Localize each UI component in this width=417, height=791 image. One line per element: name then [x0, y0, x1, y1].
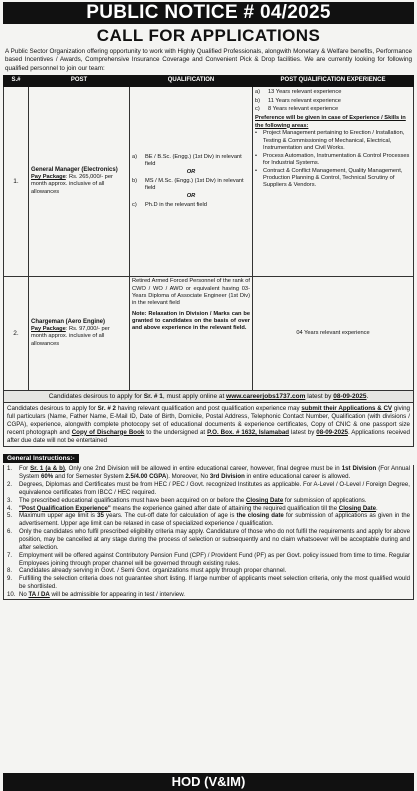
post-title: General Manager (Electronics)	[31, 166, 118, 173]
experience-b: b) 11 Years relevant experience	[255, 97, 341, 104]
qualification-c: c) Ph.D in the relevant field	[132, 201, 207, 208]
online-apply-note: Candidates desirous to apply for Sr. # 1, must apply online at www.careerjobs1737.com latest by 08-09-2025.	[3, 391, 414, 403]
instruction-item: 3. The prescribed educational qualifications must have been acquired on or before the Closing Date for submission of applications.	[7, 496, 367, 504]
instruction-item: 7. Employment will be offered against Contributory Pension Fund (CPF) / Provident Fund (PF) as per Govt. policy issued from time to time. Regular Employees joining through proper channel will be governed through existing rules.	[7, 551, 410, 567]
bullet-icon: •	[255, 130, 257, 137]
posts-table-header	[4, 75, 414, 86]
row-sn: 2.	[4, 276, 29, 390]
careerjobs-link[interactable]: www.careerjobs1737.com	[226, 392, 306, 400]
table-row	[4, 86, 414, 276]
pay-package: Pay Package: Rs. 265,000/- per month approx. inclusive of all allowances	[31, 174, 113, 195]
qualification-b: b) MS / M.Sc. (Engg.) (1st Div) in relevant field	[132, 177, 244, 192]
instruction-item: 6. Only the candidates who fulfil prescribed eligibility criteria may apply. Candidature of those who do not fulfil the requirements and apply for above position, may be cancelled at any stage during the process of selection or subsequently and no claim whatsoever will be acceptable during and after selection.	[7, 528, 410, 551]
instruction-item: 1. For Sr. 1 (a & b), Only one 2nd Division will be allowed in entire educational career, however, final degree must be in 1st Division (For Annual System 60% and for Semester System 2.5/4.00 CGPA). Moreover, No 3rd Division in entire educational career is allowed.	[7, 465, 411, 481]
qualification-a: a) BE / B.Sc. (Engg.) (1st Div) in relevant field	[132, 153, 242, 168]
experience-c: c) 8 Years relevant experience	[255, 105, 339, 112]
experience-cell	[253, 276, 414, 390]
bullet-icon: •	[255, 167, 257, 174]
header-post: POST	[29, 75, 130, 86]
preference-item: • Project Management pertaining to Erection / Installation, Testing & Commissioning of Mechanical, Electrical, Instrumentation and Civil Works.	[255, 130, 405, 151]
instruction-item: 10. No TA / DA will be admissible for appearing in test / interview.	[7, 590, 185, 598]
qualification-cell	[130, 276, 253, 390]
preference-heading: Preference will be given in case of Experience / Skills in the following areas:	[255, 115, 406, 129]
notice-banner: PUBLIC NOTICE # 04/2025	[3, 2, 414, 24]
call-for-applications-title: CALL FOR APPLICATIONS	[96, 26, 321, 45]
instruction-item: 9. Fulfilling the selection criteria does not guarantee short listing. If large number of applicants meet selection criteria, only the most qualified would be shortlisted.	[7, 575, 410, 591]
experience-text: 04 Years relevant experience	[296, 329, 370, 336]
instruction-item: 2. Degrees, Diplomas and Certificates must be from HEC / PEC / Govt. recognized Institutes as applicable. For A-Level / O-Level / Foreign Degree, equivalence certificates from IBCC / HEC required.	[7, 481, 410, 496]
posts-table	[3, 75, 414, 391]
row-sn: 1.	[4, 86, 29, 276]
instruction-item: 4. "Post Qualification Experience" means the experience gained after date of attaining the required qualification till the Closing Date.	[7, 504, 378, 512]
instruction-item: 5. Maximum upper age limit is 35 years. The cut-off date for calculation of age is the closing date for submission of applications as given in the advertisement. Upper age limit can be relaxed in case of specialized experience / qualification.	[7, 512, 411, 528]
preference-item: • Contract & Conflict Management, Quality Management, Production Planning & Control, Technical Scrutiny of Suppliers & Vendors.	[255, 167, 403, 189]
header-qualification: QUALIFICATION	[130, 75, 253, 86]
qualification-text: Retired Armed Forced Personnel of the rank of CWO / WO / AWO or equivalent having 03-Years Diploma of Associate Engineer (1st Div) in the relevant field	[132, 278, 250, 307]
pay-package: Pay Package: Rs. 97,000/- per month approx. inclusive of all allowances	[31, 326, 110, 347]
or-label: OR	[186, 193, 196, 200]
post-title: Chargeman (Aero Engine)	[31, 318, 106, 325]
instruction-item: 8. Candidates already serving in Govt. / Semi Govt. organizations must apply through proper channel.	[7, 567, 287, 575]
signatory-footer: HOD (V&IM)	[3, 773, 414, 791]
table-row	[4, 276, 414, 390]
preference-item: • Process Automation, Instrumentation & Control Processes for Industrial Systems.	[255, 152, 410, 167]
general-instructions-heading: General Instructions:-	[3, 454, 79, 463]
general-instructions	[3, 465, 414, 599]
post-cell	[29, 276, 130, 390]
intro-paragraph: A Public Sector Organization offering opportunity to work with Highly Qualified Professionals, alongwith Monetary & Welfare benefits, Performance based Incentives / Awards, Comprehensive Insurance Coverage and Convenient Pick & Drop facilities. We are currently looking for following qualified personnel to join our team:	[5, 48, 412, 72]
relaxation-note: Note: Relaxation in Division / Marks can be granted to candidates on the basis of over and above experience in the relevant field.	[132, 310, 250, 332]
qualification-cell	[130, 86, 253, 276]
experience-cell	[253, 86, 414, 276]
bullet-icon: •	[255, 152, 257, 159]
post-cell	[29, 86, 130, 276]
postal-apply-note: Candidates desirous to apply for Sr. # 2 having relevant qualification and post qualification experience may submit their Applications & CV giving full particulars (Name, Father Name, E-Mail ID, Date of Birth, Domicile, Postal Address, Telephonic Contact Number, Qualification (with divisions / CGPA), experience, alongwith complete photocopy set of educational documents & experience certificates, Copy of CNIC & one passport size recent photograph and Copy of Discharge Book to the undersigned at P.O. Box. # 1632, Islamabad latest by 08-09-2025. Applications received after due date will not be entertained	[3, 403, 414, 448]
or-label: OR	[186, 169, 196, 176]
header-experience: POST QUALIFICATION EXPERIENCE	[253, 75, 414, 86]
experience-a: a) 13 Years relevant experience	[255, 89, 342, 96]
header-sn: S.#	[4, 75, 29, 86]
